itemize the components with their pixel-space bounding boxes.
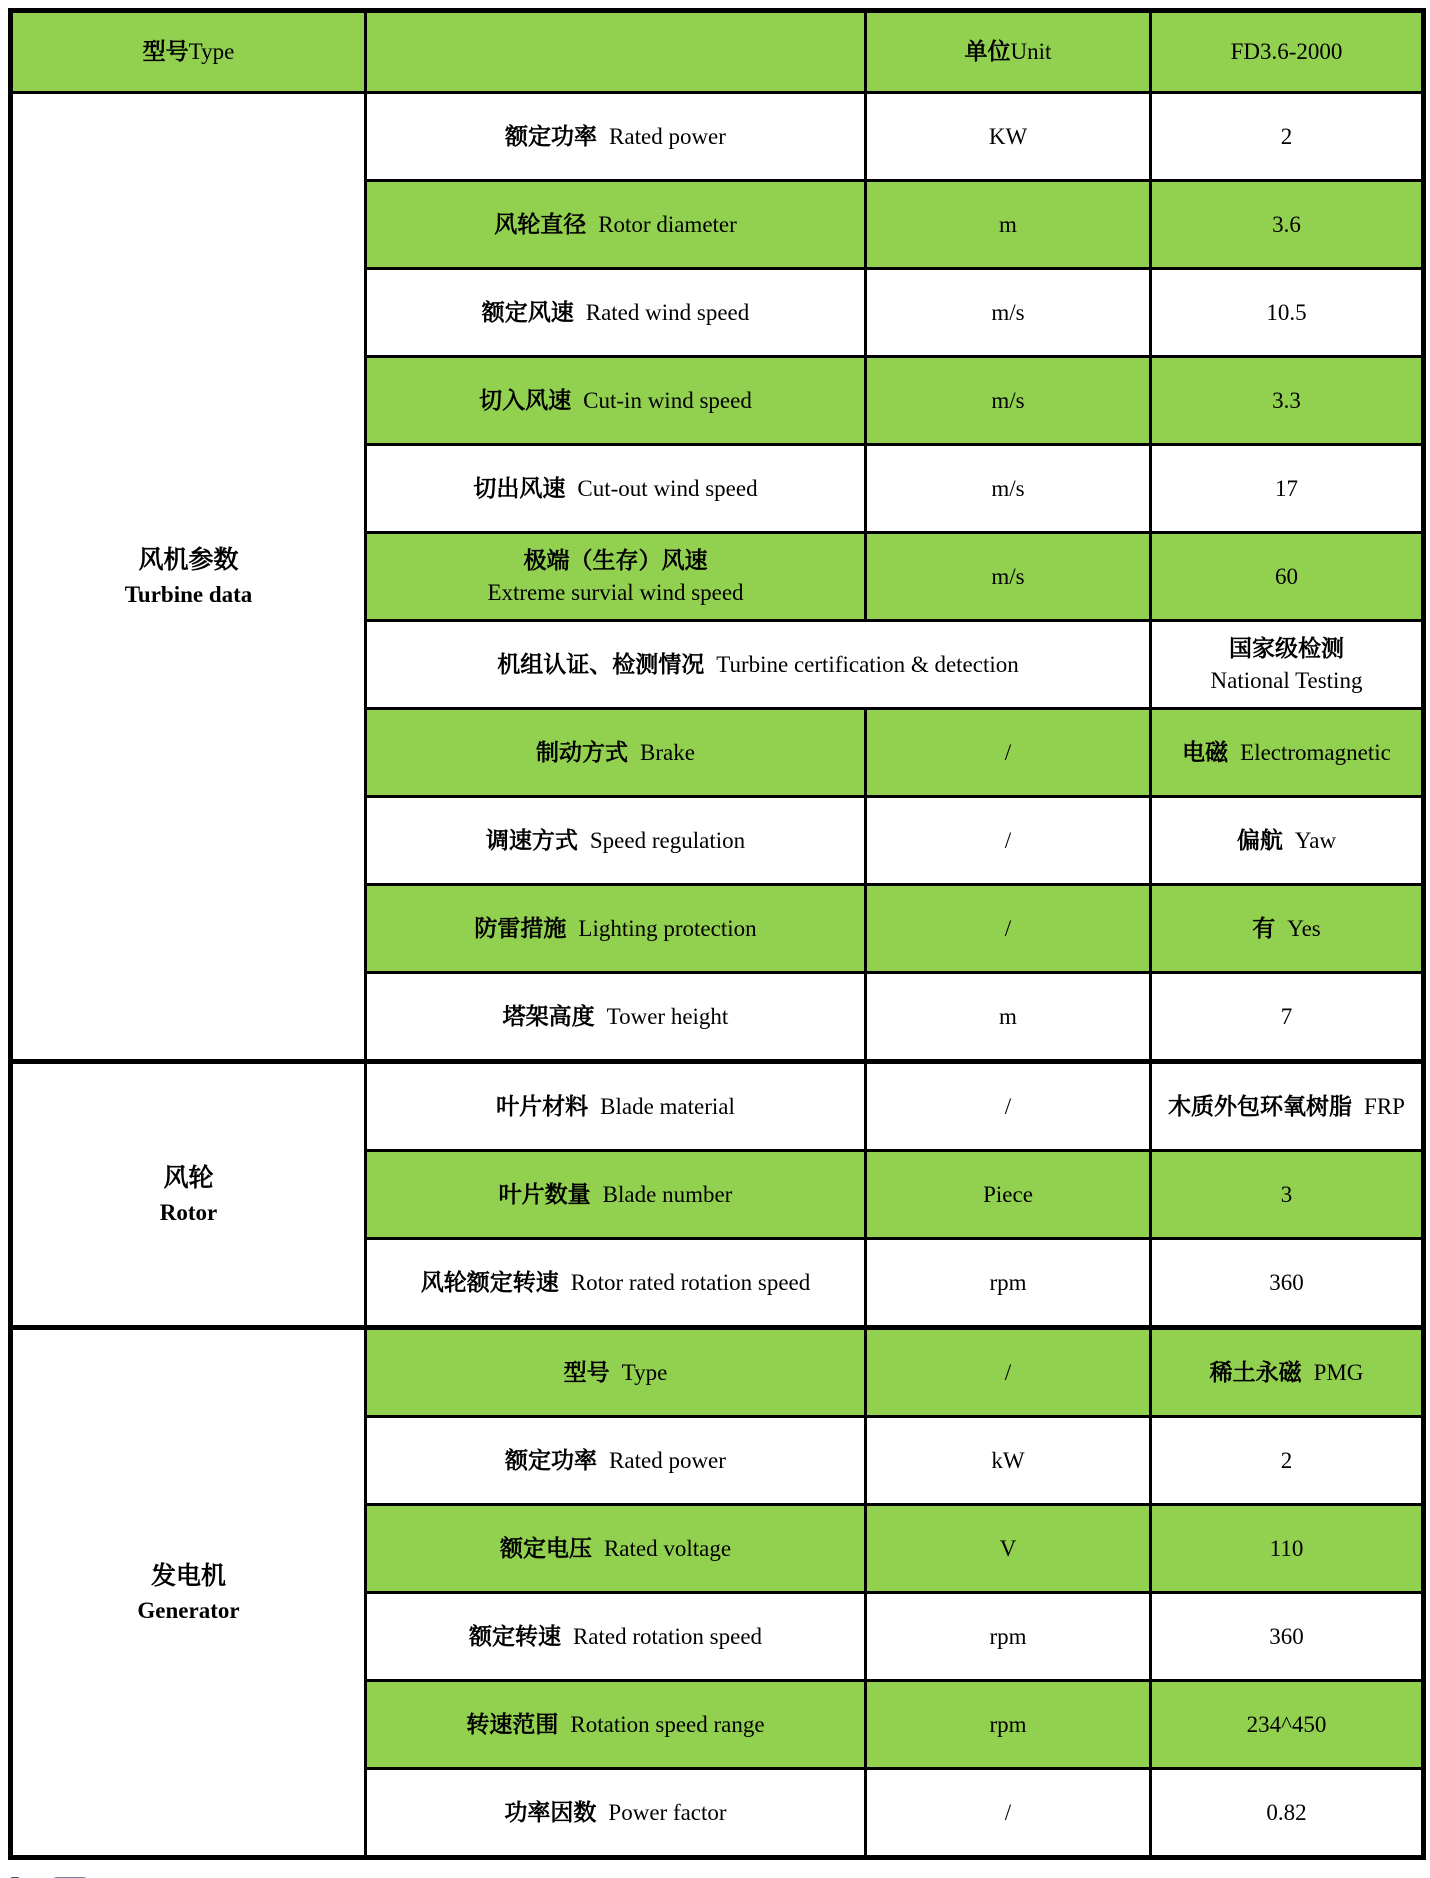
value-en: 234^450 [1246, 1711, 1327, 1737]
param-en: Extreme survial wind speed [487, 579, 744, 605]
value-cell [1151, 181, 1424, 269]
param-zh: 制动方式 [536, 738, 629, 765]
table-row [11, 93, 1424, 181]
header-model-cell [1151, 11, 1424, 93]
unit-cell [866, 181, 1151, 269]
value-en: 7 [1280, 1003, 1293, 1029]
category-en: Turbine data [124, 582, 253, 608]
param-cell [366, 1681, 866, 1769]
spec-sheet [8, 8, 1426, 1860]
param-zh: 防雷措施 [474, 914, 567, 941]
header-type-en: Type [188, 39, 235, 65]
value-en: 3.6 [1272, 211, 1301, 237]
table-row [11, 1328, 1424, 1417]
value-cell [1151, 709, 1424, 797]
param-cell [366, 1328, 866, 1417]
param-cell [366, 1769, 866, 1858]
unit-cell [866, 1151, 1151, 1239]
unit-cell [866, 1417, 1151, 1505]
param-cell [366, 709, 866, 797]
param-zh: 转速范围 [466, 1710, 559, 1737]
param-en: Rotor rated rotation speed [570, 1269, 811, 1295]
param-cell [366, 1151, 866, 1239]
param-en: Power factor [608, 1799, 727, 1825]
param-zh: 额定风速 [481, 298, 574, 325]
unit-text: m/s [991, 387, 1025, 413]
param-zh: 调速方式 [485, 826, 578, 853]
unit-text: / [1004, 1093, 1012, 1119]
unit-text: m [999, 211, 1017, 237]
param-en: Lighting protection [578, 915, 757, 941]
unit-text: m [999, 1003, 1017, 1029]
unit-cell [866, 1062, 1151, 1151]
value-cell [1151, 269, 1424, 357]
category-cell-generator [11, 1328, 366, 1858]
unit-text: m/s [991, 563, 1025, 589]
param-zh: 叶片数量 [498, 1180, 591, 1207]
param-cell-merged [366, 621, 1151, 709]
value-cell [1151, 1505, 1424, 1593]
param-en: Cut-out wind speed [577, 475, 758, 501]
param-zh: 额定电压 [499, 1534, 592, 1561]
param-cell [366, 1062, 866, 1151]
value-cell [1151, 797, 1424, 885]
param-cell [366, 269, 866, 357]
value-cell [1151, 445, 1424, 533]
value-zh: 国家级检测 [1229, 635, 1344, 662]
param-en: Type [621, 1359, 668, 1385]
category-cell-rotor [11, 1062, 366, 1328]
param-en: Speed regulation [589, 827, 746, 853]
value-en: 110 [1269, 1535, 1304, 1561]
param-zh: 额定功率 [505, 122, 598, 149]
param-en: Rated power [609, 123, 726, 149]
unit-cell [866, 885, 1151, 973]
unit-cell [866, 1328, 1151, 1417]
header-type-zh: 型号 [142, 38, 189, 65]
param-zh: 风轮额定转速 [420, 1268, 559, 1295]
value-cell [1151, 1593, 1424, 1681]
param-en: Rated power [609, 1447, 726, 1473]
value-en: 2 [1280, 1447, 1293, 1473]
param-zh: 叶片材料 [496, 1092, 589, 1119]
param-cell [366, 1593, 866, 1681]
unit-text: rpm [989, 1623, 1027, 1649]
value-en: PMG [1313, 1359, 1364, 1385]
param-cell [366, 797, 866, 885]
value-en: Electromagnetic [1240, 739, 1391, 765]
param-en: Brake [640, 739, 695, 765]
unit-cell [866, 973, 1151, 1062]
value-cell [1151, 1151, 1424, 1239]
value-cell [1151, 973, 1424, 1062]
param-cell [366, 181, 866, 269]
header-unit-en: Unit [1010, 39, 1052, 65]
value-cell [1151, 1239, 1424, 1328]
header-unit-cell [866, 11, 1151, 93]
unit-text: rpm [989, 1269, 1027, 1295]
param-zh: 型号 [563, 1358, 610, 1385]
header-row [11, 11, 1424, 93]
param-zh: 风轮直径 [494, 210, 587, 237]
param-en: Rated wind speed [585, 299, 750, 325]
unit-text: V [999, 1535, 1017, 1561]
param-cell [366, 1417, 866, 1505]
value-zh: 电磁 [1182, 738, 1229, 765]
cutoff-toolbar-icons [2, 1871, 232, 1878]
unit-text: / [1004, 739, 1012, 765]
unit-text: m/s [991, 475, 1025, 501]
value-cell [1151, 1769, 1424, 1858]
table-row [11, 1062, 1424, 1151]
value-cell [1151, 885, 1424, 973]
param-en: Turbine certification & detection [716, 651, 1019, 677]
param-zh: 机组认证、检测情况 [497, 650, 705, 677]
value-en: 17 [1275, 475, 1298, 501]
value-en: National Testing [1210, 667, 1363, 693]
category-en: Rotor [159, 1200, 218, 1226]
unit-cell [866, 709, 1151, 797]
value-zh: 偏航 [1236, 826, 1283, 853]
unit-cell [866, 357, 1151, 445]
param-cell [366, 93, 866, 181]
param-en: Tower height [606, 1003, 729, 1029]
value-en: 360 [1269, 1269, 1304, 1295]
param-en: Rated voltage [603, 1535, 732, 1561]
turbine-spec-table [8, 8, 1426, 1860]
unit-cell [866, 93, 1151, 181]
value-en: 0.82 [1266, 1799, 1307, 1825]
value-en: 60 [1275, 563, 1298, 589]
param-zh: 极端（生存）风速 [523, 547, 708, 574]
value-cell [1151, 1328, 1424, 1417]
unit-text: kW [991, 1447, 1025, 1473]
header-param-cell [366, 11, 866, 93]
unit-cell [866, 533, 1151, 621]
value-cell [1151, 621, 1424, 709]
param-zh: 额定转速 [468, 1622, 561, 1649]
value-cell [1151, 1417, 1424, 1505]
unit-text: Piece [983, 1181, 1033, 1207]
unit-cell [866, 1239, 1151, 1328]
unit-text: / [1004, 1799, 1012, 1825]
unit-cell [866, 1681, 1151, 1769]
param-en: Blade material [600, 1093, 735, 1119]
param-en: Rotor diameter [598, 211, 737, 237]
param-cell [366, 445, 866, 533]
param-zh: 切入风速 [479, 386, 572, 413]
value-en: 10.5 [1266, 299, 1307, 325]
param-cell [366, 1505, 866, 1593]
category-zh: 风轮 [163, 1163, 214, 1192]
unit-text: / [1004, 1359, 1012, 1385]
param-en: Rated rotation speed [572, 1623, 763, 1649]
category-zh: 风机参数 [138, 545, 239, 574]
value-zh: 有 [1252, 914, 1276, 941]
param-cell [366, 885, 866, 973]
param-zh: 塔架高度 [502, 1002, 595, 1029]
param-zh: 额定功率 [505, 1446, 598, 1473]
header-unit-zh: 单位 [964, 38, 1011, 65]
param-en: Blade number [602, 1181, 733, 1207]
unit-cell [866, 1593, 1151, 1681]
param-cell [366, 357, 866, 445]
unit-cell [866, 269, 1151, 357]
header-type-cell [11, 11, 366, 93]
value-cell [1151, 533, 1424, 621]
param-cell [366, 973, 866, 1062]
value-cell [1151, 357, 1424, 445]
param-en: Rotation speed range [570, 1711, 765, 1737]
unit-text: / [1004, 915, 1012, 941]
param-zh: 切出风速 [473, 474, 566, 501]
unit-text: / [1004, 827, 1012, 853]
unit-cell [866, 1505, 1151, 1593]
value-en: FRP [1364, 1093, 1405, 1119]
category-cell-turbine-data [11, 93, 366, 1062]
value-en: Yes [1287, 915, 1321, 941]
value-en: 2 [1280, 123, 1293, 149]
param-en: Cut-in wind speed [583, 387, 752, 413]
header-model: FD3.6-2000 [1230, 39, 1343, 65]
unit-text: rpm [989, 1711, 1027, 1737]
value-en: Yaw [1294, 827, 1337, 853]
category-zh: 发电机 [150, 1561, 226, 1590]
unit-cell [866, 797, 1151, 885]
value-zh: 稀土永磁 [1209, 1358, 1302, 1385]
param-cell [366, 1239, 866, 1328]
value-cell [1151, 93, 1424, 181]
value-cell [1151, 1681, 1424, 1769]
value-en: 3.3 [1272, 387, 1301, 413]
value-zh: 木质外包环氧树脂 [1168, 1092, 1353, 1119]
param-zh: 功率因数 [504, 1798, 597, 1825]
unit-text: KW [988, 123, 1028, 149]
param-cell [366, 533, 866, 621]
unit-cell [866, 1769, 1151, 1858]
value-en: 3 [1280, 1181, 1293, 1207]
category-en: Generator [137, 1598, 240, 1624]
unit-cell [866, 445, 1151, 533]
unit-text: m/s [991, 299, 1025, 325]
value-cell [1151, 1062, 1424, 1151]
value-en: 360 [1269, 1623, 1304, 1649]
